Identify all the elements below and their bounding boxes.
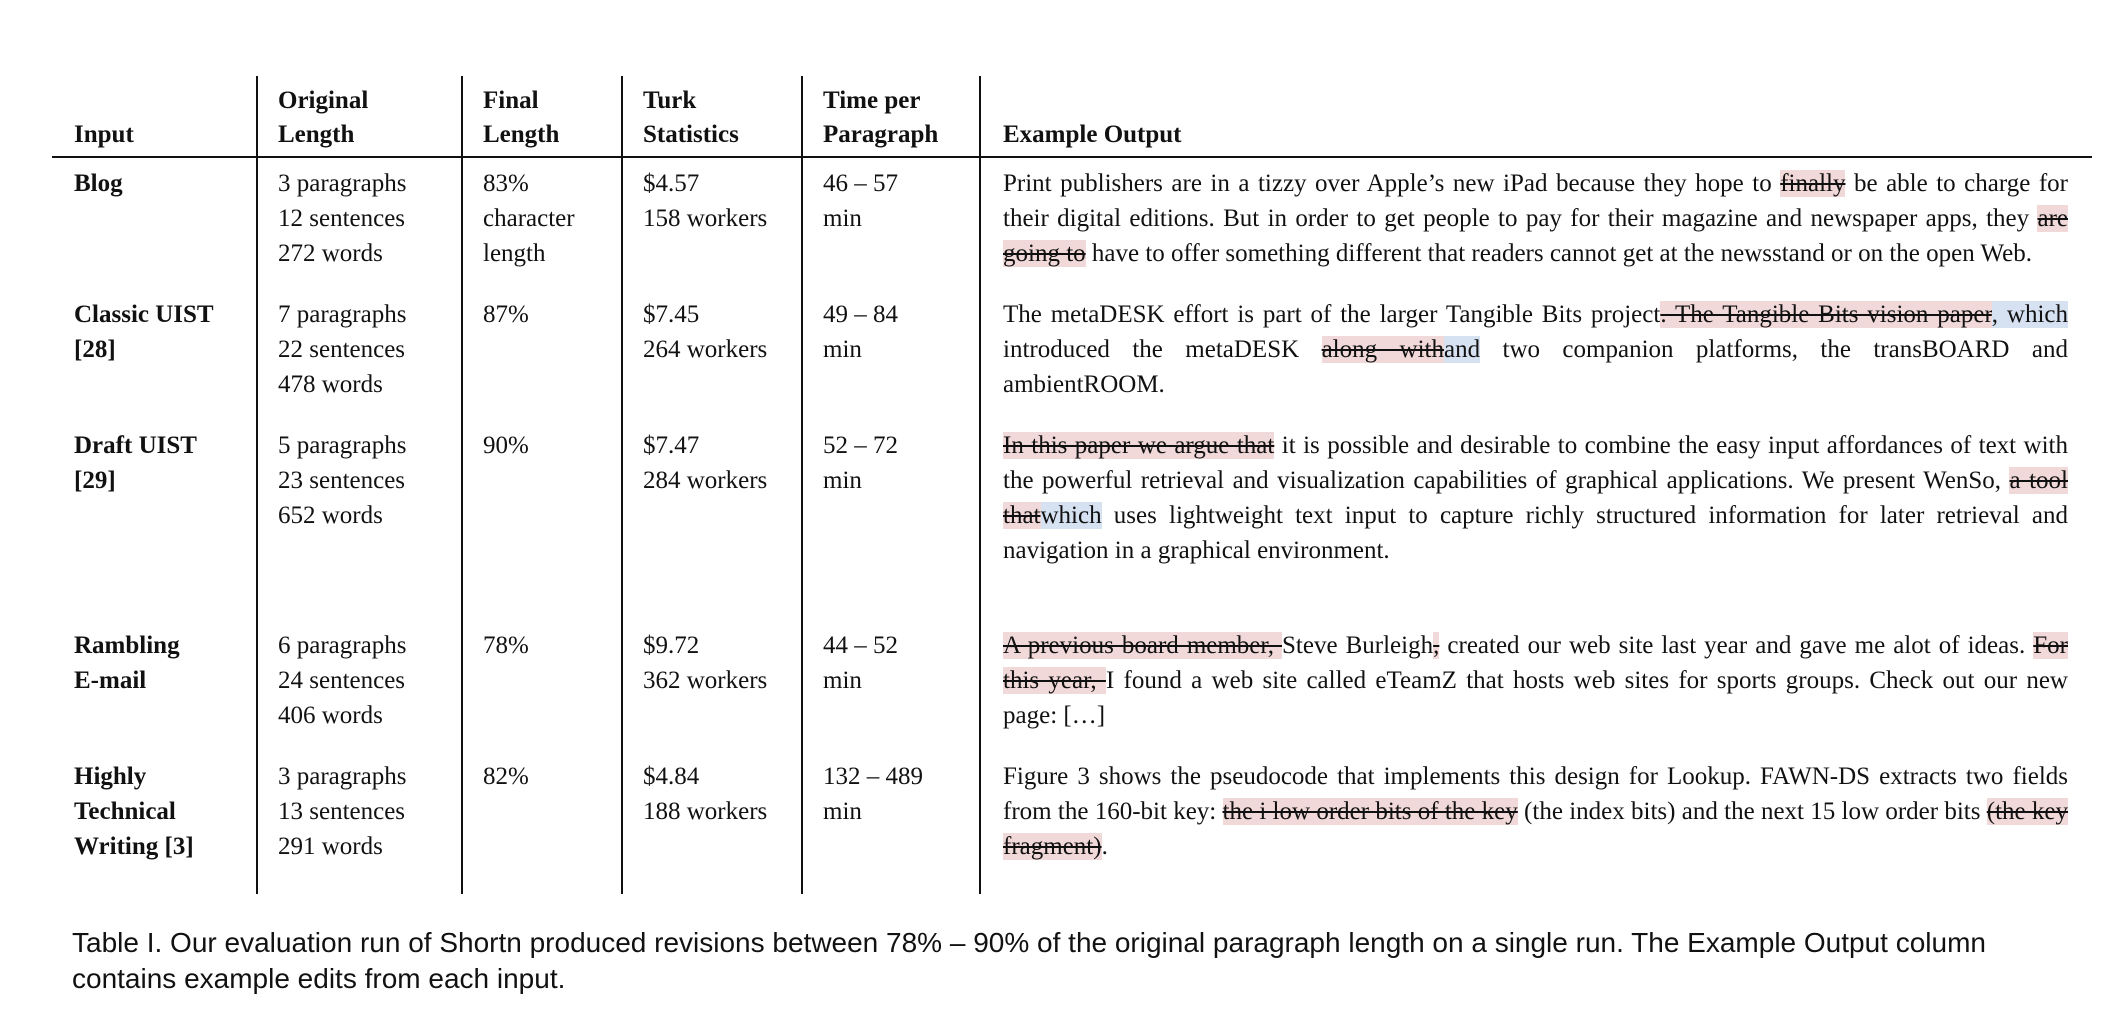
table-row-classic-uist — [52, 289, 2092, 420]
cell-input: Classic UIST [28] — [52, 289, 257, 420]
cell-example-output: A previous board member, Steve Burleigh, created our web site last year and gave me alot of ideas. For this year, I found a web site called eTeamZ that hosts web sites for sports groups. Check out our new page: […] — [1003, 632, 2069, 729]
header-input: Input — [52, 76, 257, 157]
cell-original-length: 3 paragraphs 12 sentences 272 words — [257, 157, 462, 289]
evaluation-table-container — [52, 76, 2092, 894]
header-time-per-paragraph: Time per Paragraph — [802, 76, 980, 157]
cell-time-per-paragraph: 44 – 52 min — [802, 620, 980, 751]
deleted-text: along with — [1321, 336, 1444, 363]
deleted-text: the i low order bits of the key — [1222, 798, 1518, 825]
inserted-text: which — [1040, 502, 1102, 529]
cell-turk-statistics: $4.57 158 workers — [622, 157, 802, 289]
cell-example-output: Figure 3 shows the pseudocode that implements this design for Lookup. FAWN-DS extracts two fields from the 160-bit key: the i low order bits of the key (the index bits) and the next 15 low order bits (the key fragment). — [1003, 763, 2068, 860]
deleted-text: , — [1433, 632, 1440, 659]
inserted-text: , which — [1991, 301, 2068, 328]
table-row-rambling-email — [52, 620, 2092, 751]
cell-turk-statistics: $4.84 188 workers — [622, 751, 802, 894]
cell-example-output: Print publishers are in a tizzy over Apple’s new iPad because they hope to finally be able to charge for their digital editions. But in order to get people to pay for their magazine and newspaper apps, they are going to have to offer something different that readers cannot get at the newsstand or on the open Web. — [1003, 170, 2068, 267]
deleted-text: (the key fragment) — [1003, 798, 2068, 860]
cell-example-output: The metaDESK effort is part of the larger Tangible Bits project. The Tangible Bits vision paper, which introduced the metaDESK along withand two companion platforms, the transBOARD and ambientROOM. — [1003, 301, 2068, 398]
table-row-blog — [52, 157, 2092, 289]
deleted-text: A previous board member, — [1003, 632, 1283, 659]
table-caption: Table I. Our evaluation run of Shortn produced revisions between 78% – 90% of the original paragraph length on a single run. The Example Output column contains example edits from each input. — [72, 927, 1986, 994]
cell-final-length: 87% — [462, 289, 622, 420]
deleted-text: finally — [1780, 170, 1846, 197]
header-original-length: Original Length — [257, 76, 462, 157]
cell-final-length: 78% — [462, 620, 622, 751]
cell-input: Highly Technical Writing [3] — [52, 751, 257, 894]
cell-time-per-paragraph: 46 – 57 min — [802, 157, 980, 289]
cell-final-length: 82% — [462, 751, 622, 894]
cell-original-length: 3 paragraphs 13 sentences 291 words — [257, 751, 462, 894]
cell-final-length: 83% character length — [462, 157, 622, 289]
cell-original-length: 5 paragraphs 23 sentences 652 words — [257, 420, 462, 620]
cell-input: Blog — [52, 157, 257, 289]
cell-example-output: In this paper we argue that it is possible and desirable to combine the easy input affordances of text with the powerful retrieval and visualization capabilities of graphical applications. We present WenSo, a tool thatwhich uses lightweight text input to capture richly structured information for later retrieval and navigation in a graphical environment. — [1003, 432, 2068, 564]
deleted-text: . The Tangible Bits vision paper — [1660, 301, 1992, 328]
cell-turk-statistics: $7.47 284 workers — [622, 420, 802, 620]
table-row-technical-writing — [52, 751, 2092, 894]
cell-turk-statistics: $7.45 264 workers — [622, 289, 802, 420]
inserted-text: and — [1443, 336, 1481, 363]
cell-input: Rambling E-mail — [52, 620, 257, 751]
header-example-output: Example Output — [980, 76, 2092, 157]
cell-original-length: 7 paragraphs 22 sentences 478 words — [257, 289, 462, 420]
cell-time-per-paragraph: 49 – 84 min — [802, 289, 980, 420]
evaluation-table — [52, 76, 2092, 894]
cell-original-length: 6 paragraphs 24 sentences 406 words — [257, 620, 462, 751]
cell-input: Draft UIST [29] — [52, 420, 257, 620]
cell-turk-statistics: $9.72 362 workers — [622, 620, 802, 751]
table-row-draft-uist — [52, 420, 2092, 620]
table-header-row — [52, 76, 2092, 157]
deleted-text: In this paper we argue that — [1003, 432, 1275, 459]
header-turk-statistics: Turk Statistics — [622, 76, 802, 157]
deleted-text: For this year, — [1003, 632, 2069, 694]
header-final-length: Final Length — [462, 76, 622, 157]
cell-final-length: 90% — [462, 420, 622, 620]
cell-time-per-paragraph: 52 – 72 min — [802, 420, 980, 620]
deleted-text: a tool that — [1003, 467, 2068, 529]
cell-time-per-paragraph: 132 – 489 min — [802, 751, 980, 894]
deleted-text: are going to — [1003, 205, 2068, 267]
